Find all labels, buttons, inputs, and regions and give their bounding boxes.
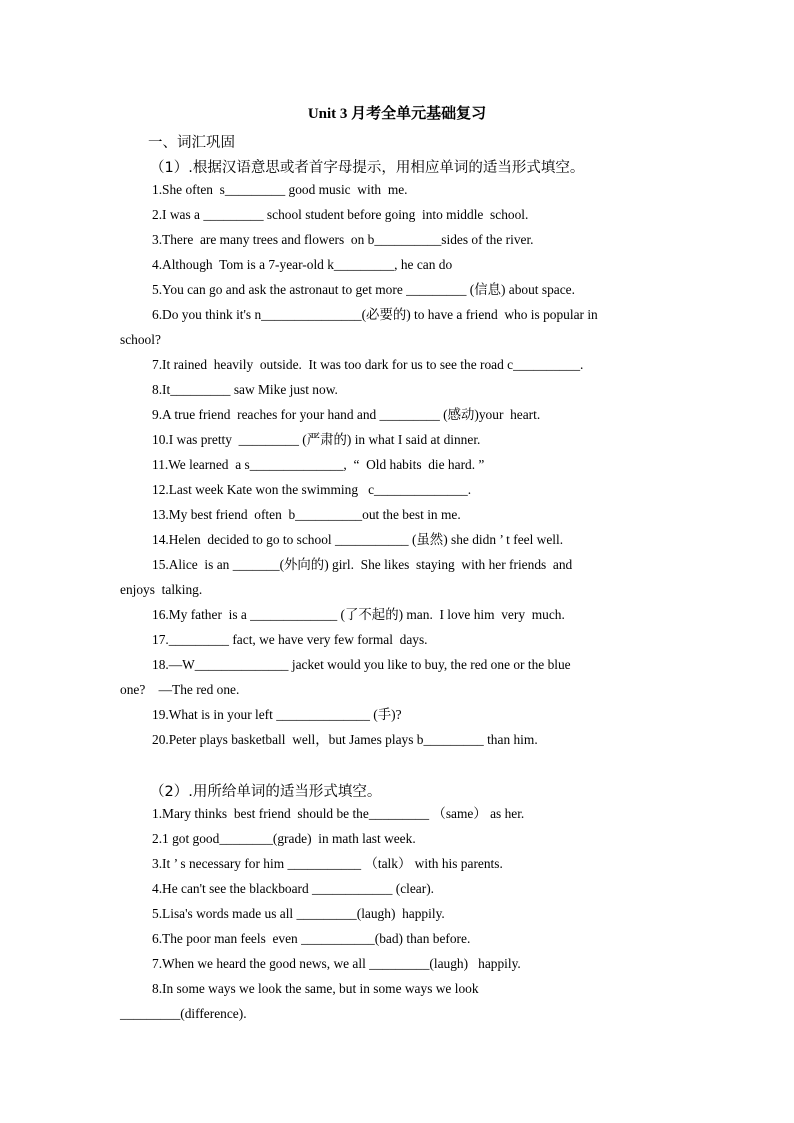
exercise-line: 18.—W______________ jacket would you like to buy, the red one or the blue: [152, 657, 571, 672]
exercise-line: 1.Mary thinks best friend should be the_________ （same） as her.: [152, 806, 525, 821]
exercise-line: 5.You can go and ask the astronaut to get more _________ (信息) about space.: [152, 282, 575, 297]
section-heading: 一、词汇巩固: [148, 135, 235, 151]
exercise-line: 7.It rained heavily outside. It was too dark for us to see the road c__________.: [152, 357, 584, 372]
exercise-line: 4.Although Tom is a 7-year-old k_________, he can do: [152, 257, 453, 272]
exercise-line: 6.The poor man feels even ___________(bad) than before.: [152, 931, 471, 946]
exercise-line: 12.Last week Kate won the swimming c______________.: [152, 482, 472, 497]
exercise-line: school?: [120, 332, 161, 347]
exercise-line: 16.My father is a _____________ (了不起的) man. I love him very much.: [152, 607, 565, 622]
exercise-line: _________(difference).: [120, 1006, 247, 1021]
exercise-line: 8.In some ways we look the same, but in some ways we look: [152, 981, 479, 996]
exercise-line: 7.When we heard the good news, we all _________(laugh) happily.: [152, 956, 521, 971]
exercise-line: 4.He can't see the blackboard ____________ (clear).: [152, 881, 435, 896]
exercise-line: 8.It_________ saw Mike just now.: [152, 382, 338, 397]
exercise-line: 2.I was a _________ school student before going into middle school.: [152, 207, 529, 222]
exercise-line: 11.We learned a s______________, “ Old habits die hard. ”: [152, 457, 485, 472]
exercise-line: 2.1 got good________(grade) in math last week.: [152, 831, 416, 846]
exercise-line: 20.Peter plays basketball well，but James plays b_________ than him.: [152, 732, 538, 747]
exercise-line: 14.Helen decided to go to school ___________ (虽然) she didn ’ t feel well.: [152, 532, 564, 547]
exercise-line: 9.A true friend reaches for your hand and _________ (感动)your heart.: [152, 407, 541, 422]
exercise-line: enjoys talking.: [120, 582, 203, 597]
page-title: Unit 3 月考全单元基础复习: [307, 106, 487, 122]
exercise-line: 15.Alice is an _______(外向的) girl. She likes staying with her friends and: [152, 557, 573, 572]
exercise-line: 3.It ’ s necessary for him ___________ （talk） with his parents.: [152, 856, 503, 871]
exercise-line: 13.My best friend often b__________out the best in me.: [152, 507, 461, 522]
exercise-line: 19.What is in your left ______________ (手)?: [152, 707, 402, 722]
exercise-line: 10.I was pretty _________ (严肃的) in what I said at dinner.: [152, 432, 481, 447]
exercise-line: 5.Lisa's words made us all _________(laugh) happily.: [152, 906, 445, 921]
exercise-line: 6.Do you think it's n_______________(必要的) to have a friend who is popular in: [152, 307, 598, 322]
exercise-line: 17._________ fact, we have very few formal days.: [152, 632, 428, 647]
part1-heading: （1）.根据汉语意思或者首字母提示，用相应单词的适当形式填空。: [150, 160, 585, 176]
exercise-line: one? —The red one.: [120, 682, 240, 697]
exercise-line: 3.There are many trees and flowers on b__________sides of the river.: [152, 232, 534, 247]
part2-heading: （2）.用所给单词的适当形式填空。: [150, 784, 382, 800]
exercise-line: 1.She often s_________ good music with me.: [152, 182, 408, 197]
